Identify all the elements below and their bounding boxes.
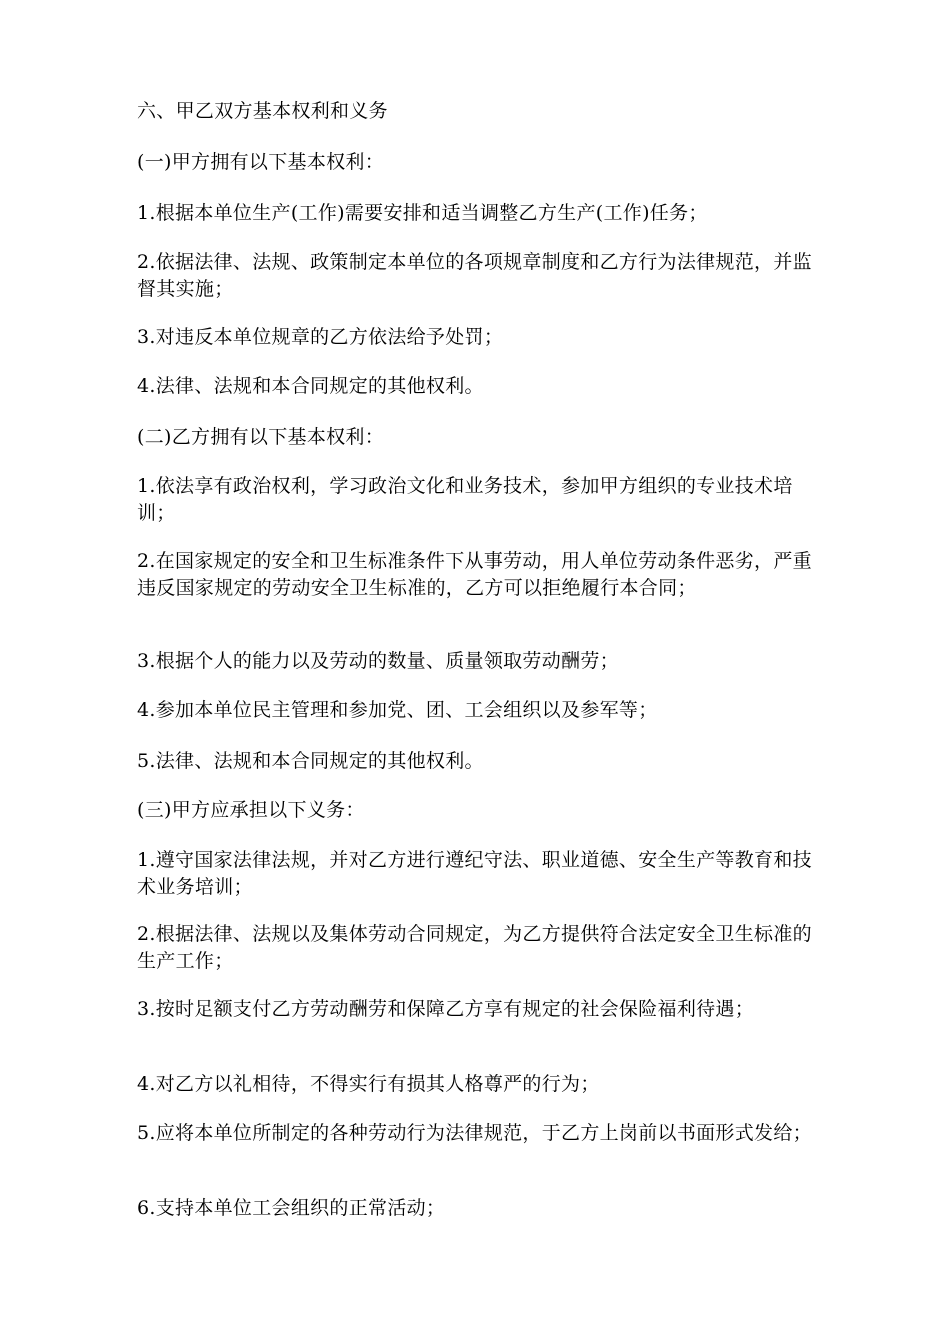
- clause-paragraph: 3.按时足额支付乙方劳动酬劳和保障乙方享有规定的社会保险福利待遇；: [137, 998, 755, 1020]
- clause-paragraph: 2.根据法律、法规以及集体劳动合同规定，为乙方提供符合法定安全卫生标准的生产工作；: [137, 923, 812, 972]
- clause-paragraph: 5.法律、法规和本合同规定的其他权利。: [137, 750, 484, 772]
- section-heading: 六、甲乙双方基本权利和义务: [137, 100, 388, 122]
- clause-paragraph: 1.根据本单位生产(工作)需要安排和适当调整乙方生产(工作)任务；: [137, 202, 708, 224]
- subsection-heading: (三)甲方应承担以下义务：: [137, 799, 365, 821]
- clause-paragraph: 4.对乙方以礼相待，不得实行有损其人格尊严的行为；: [137, 1073, 600, 1095]
- clause-paragraph: 3.对违反本单位规章的乙方依法给予处罚；: [137, 326, 504, 348]
- clause-paragraph: 4.参加本单位民主管理和参加党、团、工会组织以及参军等；: [137, 699, 658, 721]
- subsection-heading: (一)甲方拥有以下基本权利：: [137, 151, 385, 173]
- clause-paragraph: 2.在国家规定的安全和卫生标准条件下从事劳动，用人单位劳动条件恶劣，严重违反国家规定的劳动安全卫生标准的，乙方可以拒绝履行本合同；: [137, 550, 812, 599]
- clause-paragraph: 1.遵守国家法律法规，并对乙方进行遵纪守法、职业道德、安全生产等教育和技术业务培训；: [137, 849, 812, 898]
- clause-paragraph: 5.应将本单位所制定的各种劳动行为法律规范，于乙方上岗前以书面形式发给；: [137, 1122, 812, 1144]
- clause-paragraph: 4.法律、法规和本合同规定的其他权利。: [137, 375, 484, 397]
- clause-paragraph: 2.依据法律、法规、政策制定本单位的各项规章制度和乙方行为法律规范，并监督其实施；: [137, 251, 812, 300]
- clause-paragraph: 3.根据个人的能力以及劳动的数量、质量领取劳动酬劳；: [137, 650, 619, 672]
- clause-paragraph: 1.依法享有政治权利，学习政治文化和业务技术，参加甲方组织的专业技术培训；: [137, 475, 793, 524]
- subsection-heading: (二)乙方拥有以下基本权利：: [137, 426, 385, 448]
- clause-paragraph: 6.支持本单位工会组织的正常活动；: [137, 1197, 446, 1219]
